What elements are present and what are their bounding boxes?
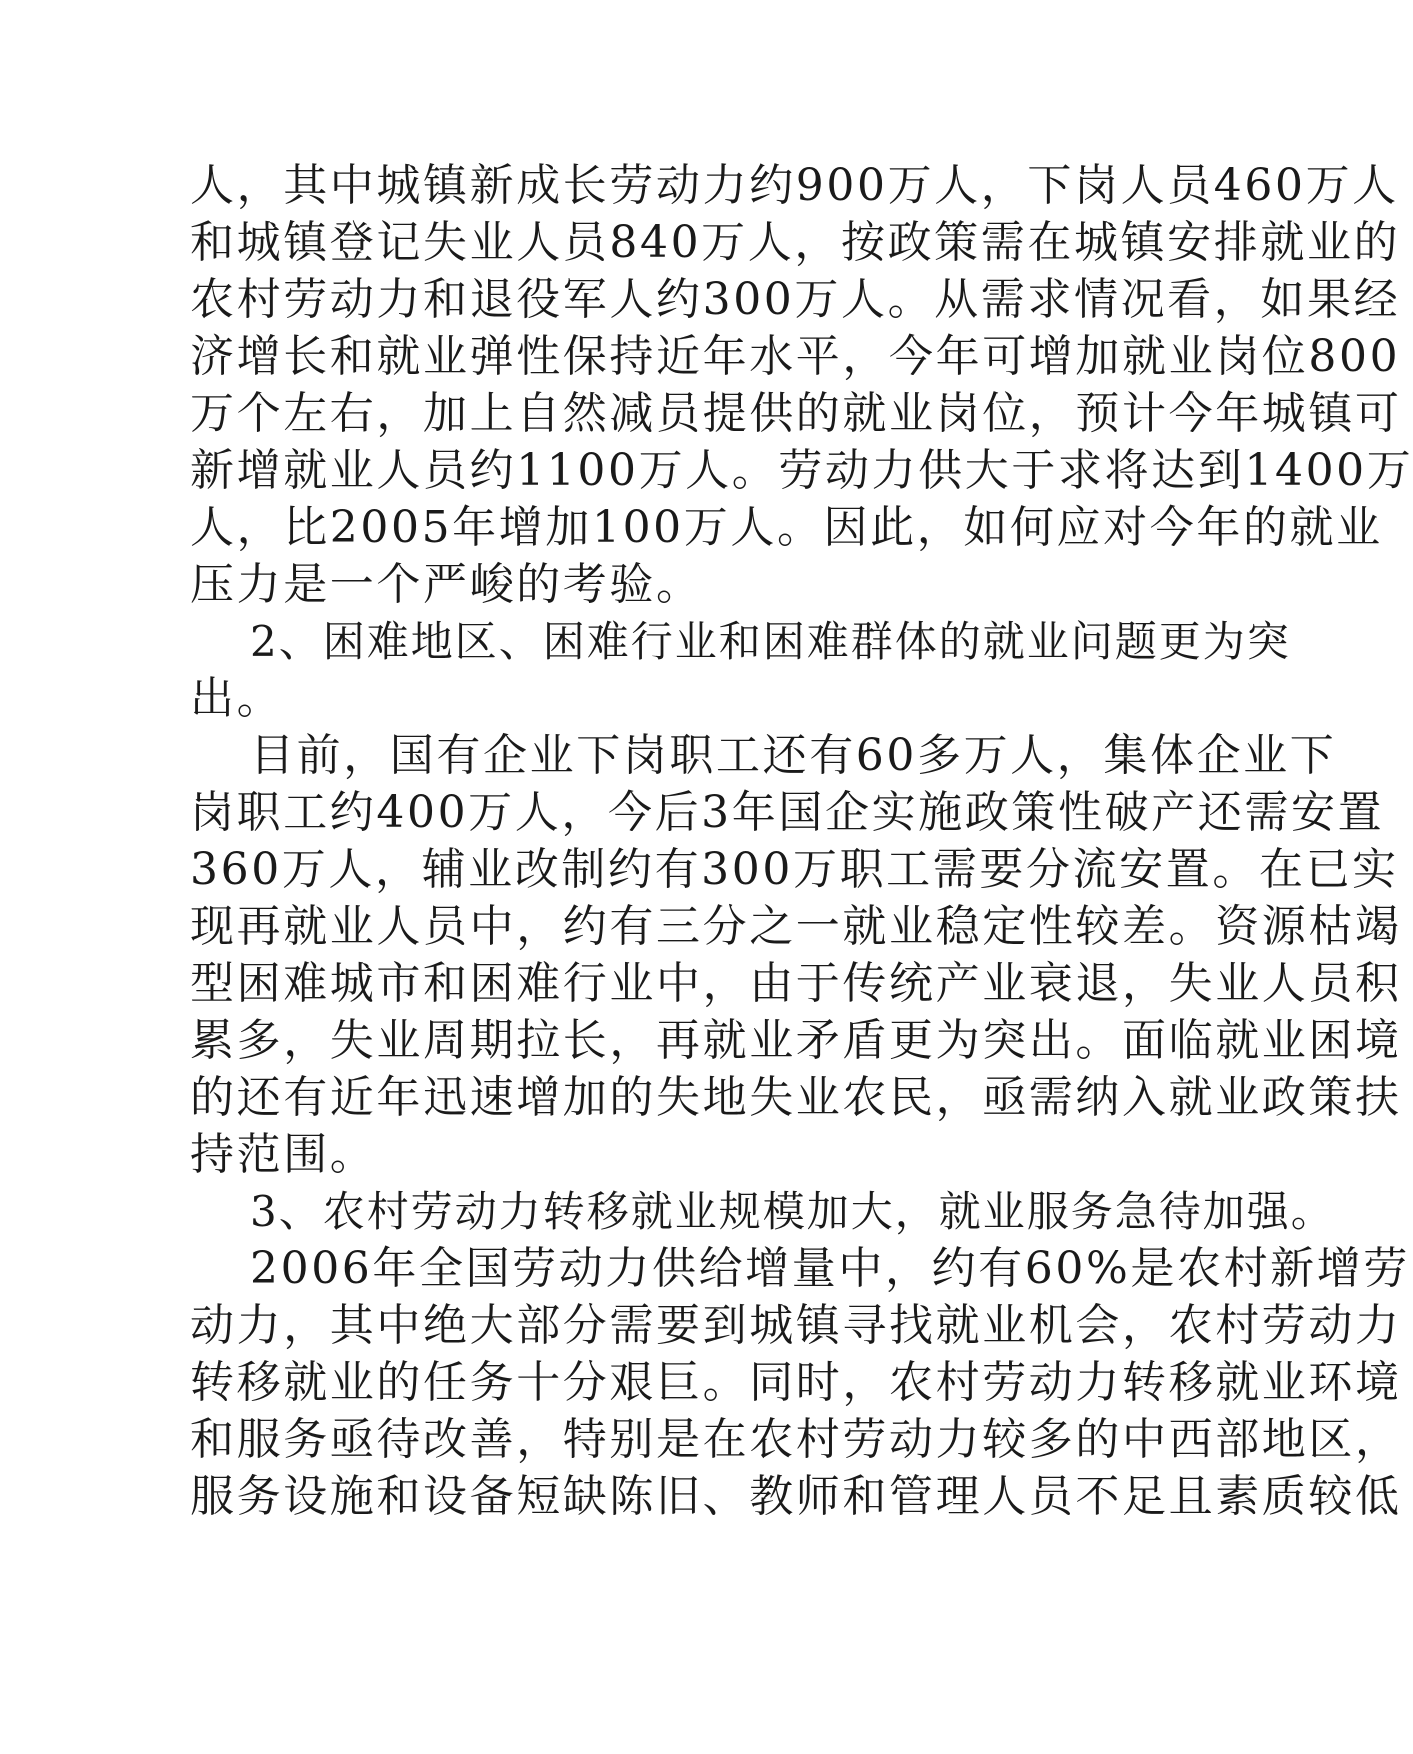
text-line: 压力是一个严峻的考验。 — [190, 559, 703, 610]
text-line: 360万人，辅业改制约有300万职工需要分流安置。在已实 — [190, 844, 1399, 895]
text-line: 万个左右，加上自然减员提供的就业岗位，预计今年城镇可 — [190, 388, 1402, 439]
text-line: 动力，其中绝大部分需要到城镇寻找就业机会，农村劳动力 — [190, 1300, 1402, 1351]
text-line: 服务设施和设备短缺陈旧、教师和管理人员不足且素质较低 — [190, 1471, 1402, 1522]
text-line: 现再就业人员中，约有三分之一就业稳定性较差。资源枯竭 — [190, 901, 1402, 952]
text-line: 目前，国有企业下岗职工还有60多万人，集体企业下 — [250, 730, 1337, 781]
section-heading: 2、困难地区、困难行业和困难群体的就业问题更为突 — [250, 617, 1291, 666]
section-heading: 3、农村劳动力转移就业规模加大，就业服务急待加强。 — [250, 1187, 1335, 1236]
text-line: 和城镇登记失业人员840万人，按政策需在城镇安排就业的 — [190, 217, 1401, 268]
text-line: 的还有近年迅速增加的失地失业农民，亟需纳入就业政策扶 — [190, 1072, 1402, 1123]
text-line: 和服务亟待改善，特别是在农村劳动力较多的中西部地区， — [190, 1414, 1402, 1465]
text-line: 人，比2005年增加100万人。因此，如何应对今年的就业 — [190, 502, 1383, 553]
text-line: 新增就业人员约1100万人。劳动力供大于求将达到1400万 — [190, 445, 1413, 496]
text-line: 岗职工约400万人，今后3年国企实施政策性破产还需安置 — [190, 787, 1385, 838]
text-line: 出。 — [190, 673, 284, 724]
text-line: 济增长和就业弹性保持近年水平，今年可增加就业岗位800 — [190, 331, 1401, 382]
text-line: 转移就业的任务十分艰巨。同时，农村劳动力转移就业环境 — [190, 1357, 1402, 1408]
text-line: 型困难城市和困难行业中，由于传统产业衰退，失业人员积 — [190, 958, 1402, 1009]
text-line: 农村劳动力和退役军人约300万人。从需求情况看，如果经 — [190, 274, 1401, 325]
text-line: 累多，失业周期拉长，再就业矛盾更为突出。面临就业困境 — [190, 1015, 1402, 1066]
text-line: 人，其中城镇新成长劳动力约900万人，下岗人员460万人 — [190, 160, 1399, 211]
text-line: 持范围。 — [190, 1129, 377, 1180]
text-line: 2006年全国劳动力供给增量中，约有60%是农村新增劳 — [250, 1243, 1410, 1294]
